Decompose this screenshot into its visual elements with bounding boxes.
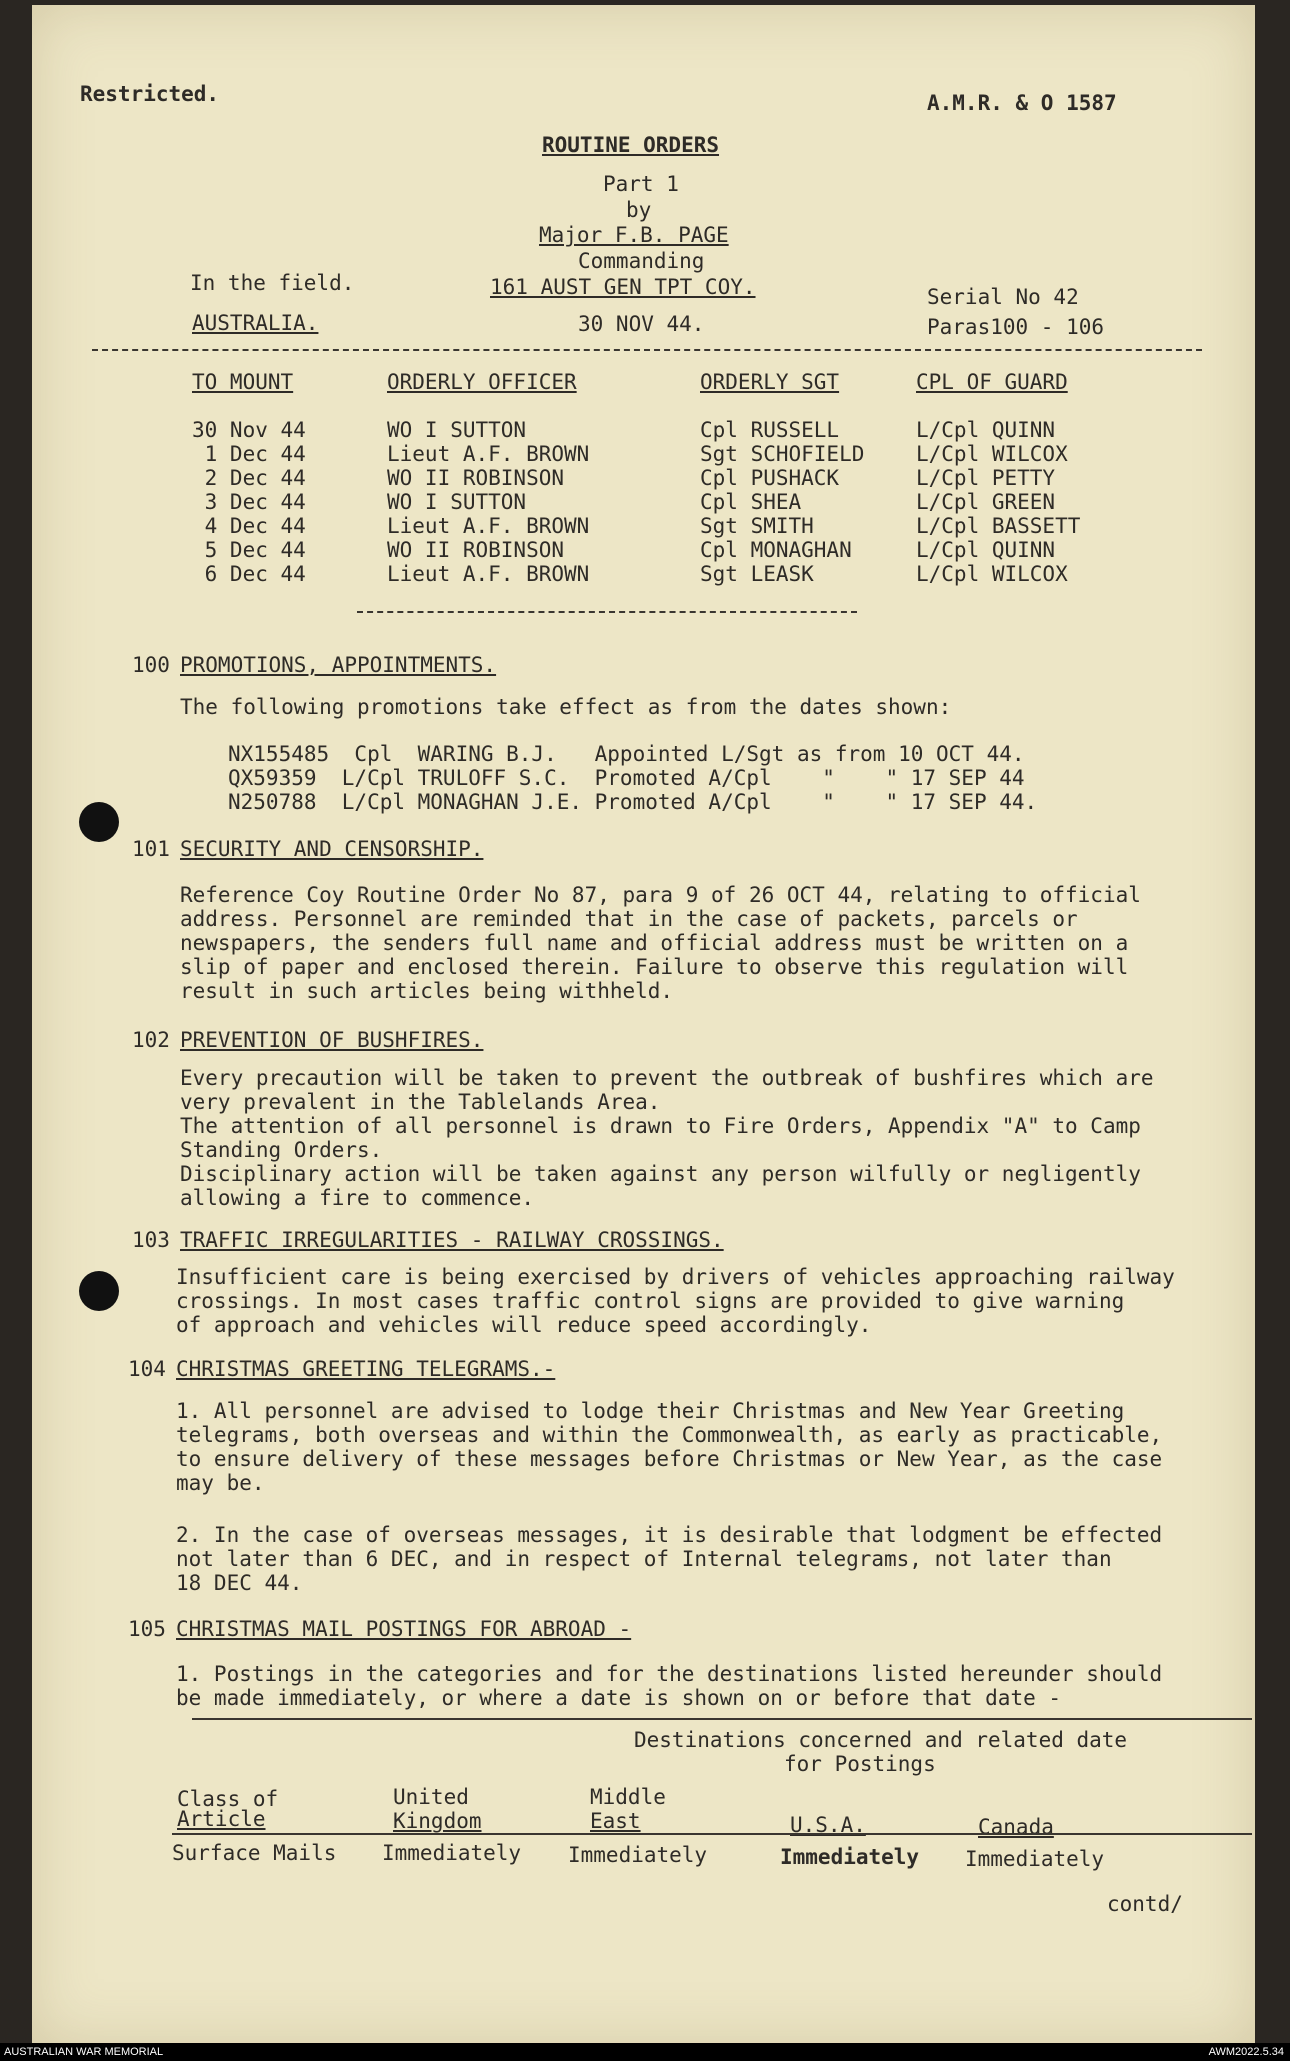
mail-col-usa: U.S.A. xyxy=(790,1813,866,1837)
roster-header-orderly-sgt: ORDERLY SGT xyxy=(700,370,840,394)
roster-cell: L/Cpl GREEN xyxy=(916,490,1056,514)
mail-table-caption: Destinations concerned and related date xyxy=(634,1728,1128,1752)
roster-cell: WO II ROBINSON xyxy=(387,538,565,562)
para-104-line: 1. All personnel are advised to lodge their Christmas and New Year Greeting xyxy=(176,1399,1125,1423)
para-102-line: Every precaution will be taken to prevent the outbreak of bushfires which are xyxy=(180,1066,1154,1090)
para-105-number: 105 xyxy=(128,1617,166,1641)
roster-cell: 30 Nov 44 xyxy=(192,418,306,442)
roster-cell: WO II ROBINSON xyxy=(387,466,565,490)
roster-cell: Cpl PUSHACK xyxy=(700,466,840,490)
mail-row-value: Immediately xyxy=(780,1845,920,1869)
roster-cell: Cpl RUSSELL xyxy=(700,418,840,442)
document-page xyxy=(32,5,1255,2045)
in-field-label: In the field. xyxy=(190,271,355,295)
para-101-line: address. Personnel are reminded that in the case of packets, parcels or xyxy=(180,907,1078,931)
para-104-line: telegrams, both overseas and within the Commonwealth, as early as practicable, xyxy=(176,1423,1163,1447)
roster-cell: Cpl SHEA xyxy=(700,490,802,514)
mail-table-header-rule xyxy=(172,1833,1252,1835)
promotion-line: QX59359 L/Cpl TRULOFF S.C. Promoted A/Cpl " " 17 SEP 44 xyxy=(228,766,1025,790)
mail-col-uk: United xyxy=(393,1785,469,1809)
by-label: by xyxy=(626,198,652,222)
para-101-number: 101 xyxy=(132,837,170,861)
roster-divider xyxy=(357,611,857,613)
promotion-line: NX155485 Cpl WARING B.J. Appointed L/Sgt as from 10 OCT 44. xyxy=(228,742,1025,766)
para-105-line: 1. Postings in the categories and for the destinations listed hereunder should xyxy=(176,1662,1163,1686)
roster-cell: WO I SUTTON xyxy=(387,418,527,442)
para-103-line: Insufficient care is being exercised by drivers of vehicles approaching railway xyxy=(176,1265,1175,1289)
roster-cell: Sgt SCHOFIELD xyxy=(700,442,865,466)
mail-col-middle-east: East xyxy=(590,1809,641,1833)
para-103-line: crossings. In most cases traffic control signs are provided to give warning xyxy=(176,1289,1125,1313)
commander-name: Major F.B. PAGE xyxy=(539,223,729,247)
roster-cell: 4 Dec 44 xyxy=(192,514,306,538)
roster-cell: 5 Dec 44 xyxy=(192,538,306,562)
mail-row-value: Immediately xyxy=(568,1843,708,1867)
mail-row-value: Immediately xyxy=(382,1841,522,1865)
roster-cell: Lieut A.F. BROWN xyxy=(387,514,590,538)
mail-table-caption: for Postings xyxy=(784,1752,936,1776)
roster-cell: Cpl MONAGHAN xyxy=(700,538,852,562)
para-103-line: of approach and vehicles will reduce speed accordingly. xyxy=(176,1313,872,1337)
roster-cell: 6 Dec 44 xyxy=(192,562,306,586)
roster-cell: Lieut A.F. BROWN xyxy=(387,442,590,466)
archive-reference: AWM2022.5.34 xyxy=(1208,2046,1284,2058)
para-103-title: TRAFFIC IRREGULARITIES - RAILWAY CROSSINGS. xyxy=(180,1228,724,1252)
document-reference: A.M.R. & O 1587 xyxy=(927,91,1117,115)
commanding-label: Commanding xyxy=(578,249,705,273)
para-102-line: Standing Orders. xyxy=(180,1138,383,1162)
part-label: Part 1 xyxy=(603,172,679,196)
mail-col-uk: Kingdom xyxy=(393,1809,482,1833)
roster-cell: L/Cpl QUINN xyxy=(916,418,1056,442)
mail-table-top-rule xyxy=(192,1718,1252,1720)
para-104-line: may be. xyxy=(176,1471,265,1495)
header-divider xyxy=(92,349,1202,351)
roster-cell: L/Cpl WILCOX xyxy=(916,562,1068,586)
roster-cell: L/Cpl QUINN xyxy=(916,538,1056,562)
para-101-line: newspapers, the senders full name and official address must be written on a xyxy=(180,931,1129,955)
para-104-line: to ensure delivery of these messages before Christmas or New Year, as the case xyxy=(176,1447,1163,1471)
punch-hole xyxy=(79,802,119,842)
punch-hole xyxy=(79,1271,119,1311)
para-101-line: Reference Coy Routine Order No 87, para 9 of 26 OCT 44, relating to official xyxy=(180,883,1141,907)
archive-name: AUSTRALIAN WAR MEMORIAL xyxy=(4,2046,164,2058)
para-105-line: be made immediately, or where a date is shown on or before that date - xyxy=(176,1686,1062,1710)
restricted-label: Restricted. xyxy=(80,82,220,106)
promotion-line: N250788 L/Cpl MONAGHAN J.E. Promoted A/Cpl " " 17 SEP 44. xyxy=(228,790,1038,814)
roster-cell: 3 Dec 44 xyxy=(192,490,306,514)
para-102-line: allowing a fire to commence. xyxy=(180,1186,535,1210)
para-101-line: result in such articles being withheld. xyxy=(180,979,674,1003)
mail-col-middle-east: Middle xyxy=(590,1785,666,1809)
mail-col-canada: Canada xyxy=(978,1815,1054,1839)
mail-row-value: Immediately xyxy=(965,1847,1105,1871)
roster-cell: Sgt LEASK xyxy=(700,562,814,586)
roster-cell: WO I SUTTON xyxy=(387,490,527,514)
para-102-line: The attention of all personnel is drawn to Fire Orders, Appendix "A" to Camp xyxy=(180,1114,1141,1138)
para-102-line: Disciplinary action will be taken against any person wilfully or negligently xyxy=(180,1162,1141,1186)
roster-cell: L/Cpl BASSETT xyxy=(916,514,1081,538)
roster-cell: L/Cpl PETTY xyxy=(916,466,1056,490)
paras-range: Paras100 - 106 xyxy=(927,315,1105,339)
roster-header-cpl-of-guard: CPL OF GUARD xyxy=(916,370,1068,394)
para-101-title: SECURITY AND CENSORSHIP. xyxy=(180,837,484,861)
archive-footer xyxy=(0,2043,1290,2061)
mail-col-class: Article xyxy=(177,1807,266,1831)
para-100-number: 100 xyxy=(132,653,170,677)
roster-cell: Lieut A.F. BROWN xyxy=(387,562,590,586)
document-title: ROUTINE ORDERS xyxy=(542,133,720,157)
roster-cell: 2 Dec 44 xyxy=(192,466,306,490)
order-date: 30 NOV 44. xyxy=(578,312,705,336)
para-102-line: very prevalent in the Tablelands Area. xyxy=(180,1090,661,1114)
para-100-title: PROMOTIONS, APPOINTMENTS. xyxy=(180,653,497,677)
roster-header-to-mount: TO MOUNT xyxy=(192,370,294,394)
para-102-number: 102 xyxy=(132,1028,170,1052)
para-105-title: CHRISTMAS MAIL POSTINGS FOR ABROAD - xyxy=(176,1617,632,1641)
para-104-number: 104 xyxy=(128,1357,166,1381)
para-100-intro: The following promotions take effect as from the dates shown: xyxy=(180,695,952,719)
mail-col-class: Class of xyxy=(177,1787,279,1811)
roster-header-orderly-officer: ORDERLY OFFICER xyxy=(387,370,577,394)
para-104-line: not later than 6 DEC, and in respect of Internal telegrams, not later than xyxy=(176,1547,1112,1571)
continued-label: contd/ xyxy=(1107,1892,1183,1916)
unit-name: 161 AUST GEN TPT COY. xyxy=(490,275,756,299)
roster-cell: Sgt SMITH xyxy=(700,514,814,538)
location-label: AUSTRALIA. xyxy=(192,311,319,335)
para-104-line: 18 DEC 44. xyxy=(176,1571,303,1595)
para-101-line: slip of paper and enclosed therein. Failure to observe this regulation will xyxy=(180,955,1129,979)
para-104-line: 2. In the case of overseas messages, it is desirable that lodgment be effected xyxy=(176,1523,1163,1547)
mail-row-label: Surface Mails xyxy=(172,1841,337,1865)
serial-number: Serial No 42 xyxy=(927,285,1079,309)
para-102-title: PREVENTION OF BUSHFIRES. xyxy=(180,1028,484,1052)
roster-cell: L/Cpl WILCOX xyxy=(916,442,1068,466)
para-104-title: CHRISTMAS GREETING TELEGRAMS.- xyxy=(176,1357,556,1381)
para-103-number: 103 xyxy=(132,1228,170,1252)
roster-cell: 1 Dec 44 xyxy=(192,442,306,466)
